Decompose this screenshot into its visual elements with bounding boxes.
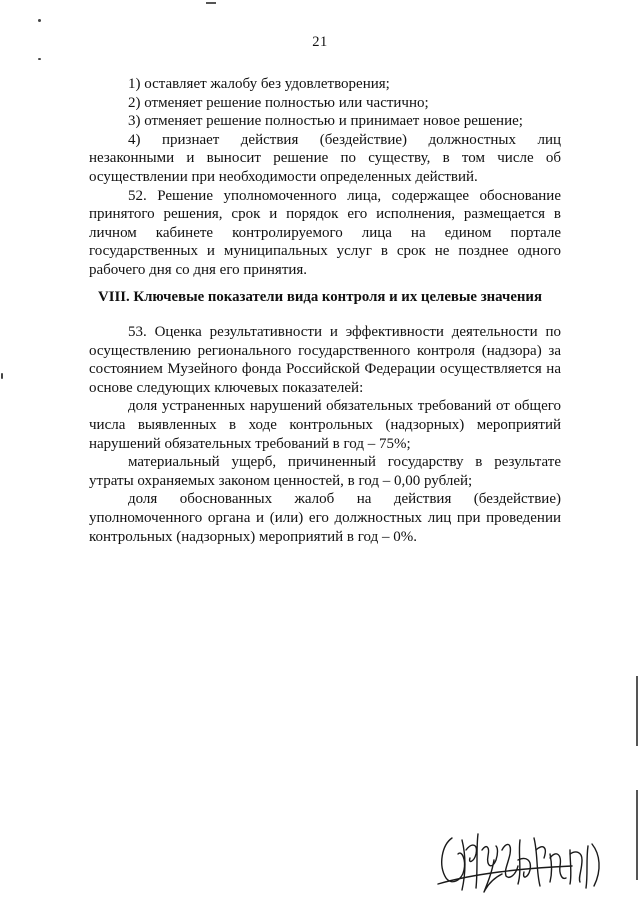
scan-mark-left-2 bbox=[38, 58, 41, 60]
scan-edge-right-2 bbox=[636, 790, 638, 880]
section-heading: VIII. Ключевые показатели вида контроля и их целевые значения bbox=[98, 289, 542, 305]
scan-mark-top bbox=[206, 2, 216, 4]
list-item: 3) отменяет решение полностью и принимает новое решение; bbox=[128, 113, 523, 130]
paragraph-53: 53. Оценка результативности и эффективности деятельности по осуществлению регионального государственного контроля (надзора) за состоянием Музейного фонда Российской Федерации осуществляется на основе следующих ключевых показателей: bbox=[89, 324, 561, 396]
list-item: 4) признает действия (бездействие) должностных лиц незаконными и выносит решение по существу, в том числе об осуществлении при необходимости определенных действий. bbox=[89, 131, 561, 185]
text-block-indicators bbox=[89, 323, 561, 546]
list-item: 1) оставляет жалобу без удовлетворения; bbox=[128, 76, 390, 92]
text-block-decisions bbox=[89, 75, 561, 280]
scan-edge-right-1 bbox=[636, 676, 638, 746]
list-item: 2) отменяет решение полностью или частично; bbox=[128, 94, 429, 111]
indicator-item: материальный ущерб, причиненный государству в результате утраты охраняемых законом ценностей, в год – 0,00 рублей; bbox=[89, 454, 561, 489]
page-number: 21 bbox=[312, 34, 328, 50]
scan-mark-left-1 bbox=[38, 19, 41, 22]
indicator-item: доля обоснованных жалоб на действия (бездействие) уполномоченного органа и (или) его должностных лиц при проведении контрольных (надзорных) мероприятий в год – 0%. bbox=[89, 491, 561, 545]
paragraph-52: 52. Решение уполномоченного лица, содержащее обоснование принятого решения, срок и порядок его исполнения, размещается в личном кабинете контролируемого лица на едином портале государственных и муниципальных услуг в срок не позднее одного рабочего дня со дня его принятия. bbox=[89, 187, 561, 278]
handwritten-signature bbox=[432, 820, 612, 895]
indicator-item: доля устраненных нарушений обязательных требований от общего числа выявленных в ходе контрольных (надзорных) мероприятий нарушений обязательных требований в год – 75%; bbox=[89, 398, 561, 452]
scan-mark-left-3 bbox=[1, 373, 3, 379]
